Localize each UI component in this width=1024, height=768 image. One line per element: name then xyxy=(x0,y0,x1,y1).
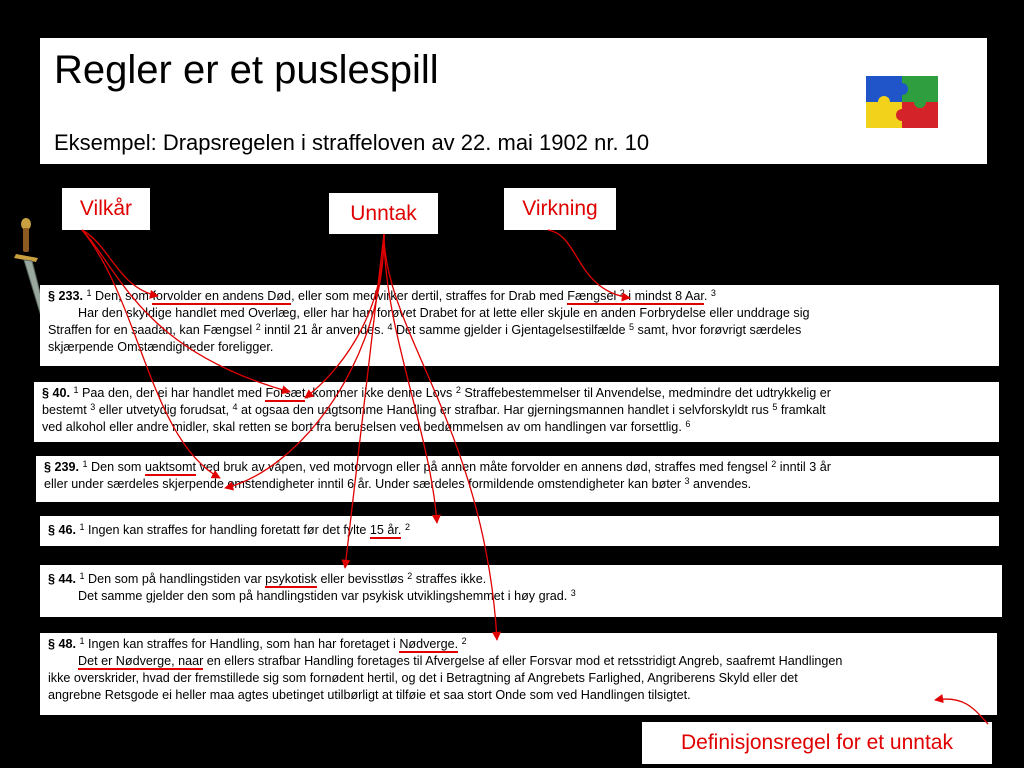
text: eller utvetydig forudsat, xyxy=(95,403,233,417)
text-line: angrebne Retsgode ei heller maa agtes ubetinget utilbørligt at tilføie et saa stort Onde som ved Handlingen tilsigtet. xyxy=(48,688,691,702)
paragraph-48 xyxy=(40,633,997,715)
footnote-ref: 2 xyxy=(404,522,410,532)
text: anvendes. xyxy=(689,477,752,491)
text: Den som xyxy=(91,460,145,474)
footnote-ref: 1 xyxy=(86,288,92,298)
section-number: § 233. xyxy=(48,289,84,303)
section-number: § 44. xyxy=(48,572,77,586)
text: en ellers strafbar Handling foretages til Afvergelse af eller Forsvar mod et retsstridigt Angreb, saafremt Handlingen xyxy=(203,654,843,668)
text: eller bevisstløs xyxy=(316,572,408,586)
text: bestemt xyxy=(42,403,91,417)
label-vilkar: Vilkår xyxy=(62,188,150,230)
paragraph-44 xyxy=(40,565,1002,617)
text: , kommer ikke denne Lovs xyxy=(305,386,456,400)
text: ved alkohol eller andre midler, skal retten se bort fra beruselsen ved bedømmelsen av om handlingen var forsettlig. xyxy=(42,420,686,434)
underlined-alder: 15 år. xyxy=(369,523,402,537)
text: inntil 3 år xyxy=(776,460,831,474)
text: Det samme gjelder den som på handlingstiden var psykisk utviklingshemmet i høy grad. xyxy=(78,589,571,603)
underlined-nodverge: Nødverge. xyxy=(399,637,459,651)
text: Det samme gjelder i Gjentagelsestilfælde xyxy=(392,323,630,337)
text: samt, hvor forøvrigt særdeles xyxy=(634,323,802,337)
text: i mindst 8 Aar xyxy=(624,289,704,303)
title-box xyxy=(40,38,987,164)
slide-subtitle: Eksempel: Drapsregelen i straffeloven av 22. mai 1902 nr. 10 xyxy=(54,130,650,155)
footnote-ref: 2 xyxy=(407,571,413,581)
text: framkalt xyxy=(777,403,826,417)
text: straffes ikke. xyxy=(412,572,487,586)
paragraph-46 xyxy=(40,516,999,546)
text: eller under særdeles skjerpende omstendigheter inntil 6 år. Under særdeles formildende omstendigheter kan bøter xyxy=(44,477,685,491)
text-line: skjærpende Omstændigheder foreligger. xyxy=(48,340,274,354)
section-number: § 40. xyxy=(42,386,71,400)
footnote-ref: 3 xyxy=(684,476,690,486)
text: Straffebestemmelser til Anvendelse, medmindre det udtrykkelig er xyxy=(460,386,831,400)
underlined-uaktsomt: uaktsomt xyxy=(144,460,197,474)
puzzle-icon xyxy=(866,76,938,128)
section-number: § 46. xyxy=(48,523,77,537)
underlined-virkning xyxy=(567,289,704,305)
footnote-ref: 1 xyxy=(79,522,85,532)
underlined-forsett: Forsæt xyxy=(265,386,306,400)
label-unntak: Unntak xyxy=(329,193,438,234)
footnote-ref: 2 xyxy=(771,459,777,469)
section-number: § 239. xyxy=(44,460,80,474)
footnote-ref: 2 xyxy=(461,636,467,646)
text: Ingen kan straffes for handling foretatt før det fylte xyxy=(88,523,370,537)
text: Paa den, der ei har handlet med xyxy=(82,386,266,400)
text: ved bruk av våpen, ved motorvogn eller på annen måte forvolder en annens død, straffes med fengsel xyxy=(196,460,772,474)
text: Fængsel xyxy=(567,289,620,303)
footnote-ref: 3 xyxy=(570,588,576,598)
footnote-ref: 2 xyxy=(255,322,261,332)
text: Den, som xyxy=(95,289,153,303)
underlined-definisjon: Det er Nødverge, naar xyxy=(78,654,204,668)
paragraph-40 xyxy=(34,382,999,442)
text-line: Har den skyldige handlet med Overlæg, eller har han forøvet Drabet for at lette eller skjule en anden Forbrydelse eller unddrage sig xyxy=(78,306,810,320)
text: , eller som medvirker dertil, straffes for Drab med xyxy=(291,289,568,303)
paragraph-239 xyxy=(36,456,999,502)
text: at ogsaa den uagtsomme Handling er strafbar. Har gjerningsmannen handlet i selvforskyldt rus xyxy=(237,403,773,417)
footnote-ref: 2 xyxy=(619,288,625,298)
text: inntil 21 år anvendes. xyxy=(260,323,388,337)
text: Ingen kan straffes for Handling, som han har foretaget i xyxy=(88,637,400,651)
label-virkning: Virkning xyxy=(504,188,616,230)
footnote-ref: 3 xyxy=(90,402,96,412)
slide-title: Regler er et puslespill xyxy=(54,48,439,92)
paragraph-233 xyxy=(40,285,999,366)
text-line: ikke overskrider, hvad der fremstillede sig som fornødent hertil, og det i Betragtning af Angrebets Farlighed, Angriberens Skyld eller det xyxy=(48,671,798,685)
footnote-ref: 1 xyxy=(82,459,88,469)
footnote-ref: 4 xyxy=(387,322,393,332)
underlined-vilkar: forvolder en andens Død xyxy=(152,289,292,303)
footnote-ref: 3 xyxy=(710,288,716,298)
footnote-ref: 5 xyxy=(772,402,778,412)
label-definisjonsregel: Definisjonsregel for et unntak xyxy=(642,722,992,764)
footnote-ref: 2 xyxy=(455,385,461,395)
section-number: § 48. xyxy=(48,637,77,651)
footnote-ref: 1 xyxy=(79,571,85,581)
footnote-ref: 1 xyxy=(79,636,85,646)
text: . xyxy=(703,289,708,303)
footnote-ref: 1 xyxy=(73,385,79,395)
text: Straffen for en saadan, kan Fængsel xyxy=(48,323,256,337)
underlined-psykotisk: psykotisk xyxy=(265,572,317,586)
footnote-ref: 6 xyxy=(685,419,691,429)
footnote-ref: 5 xyxy=(629,322,635,332)
text: Den som på handlingstiden var xyxy=(88,572,266,586)
footnote-ref: 4 xyxy=(232,402,238,412)
